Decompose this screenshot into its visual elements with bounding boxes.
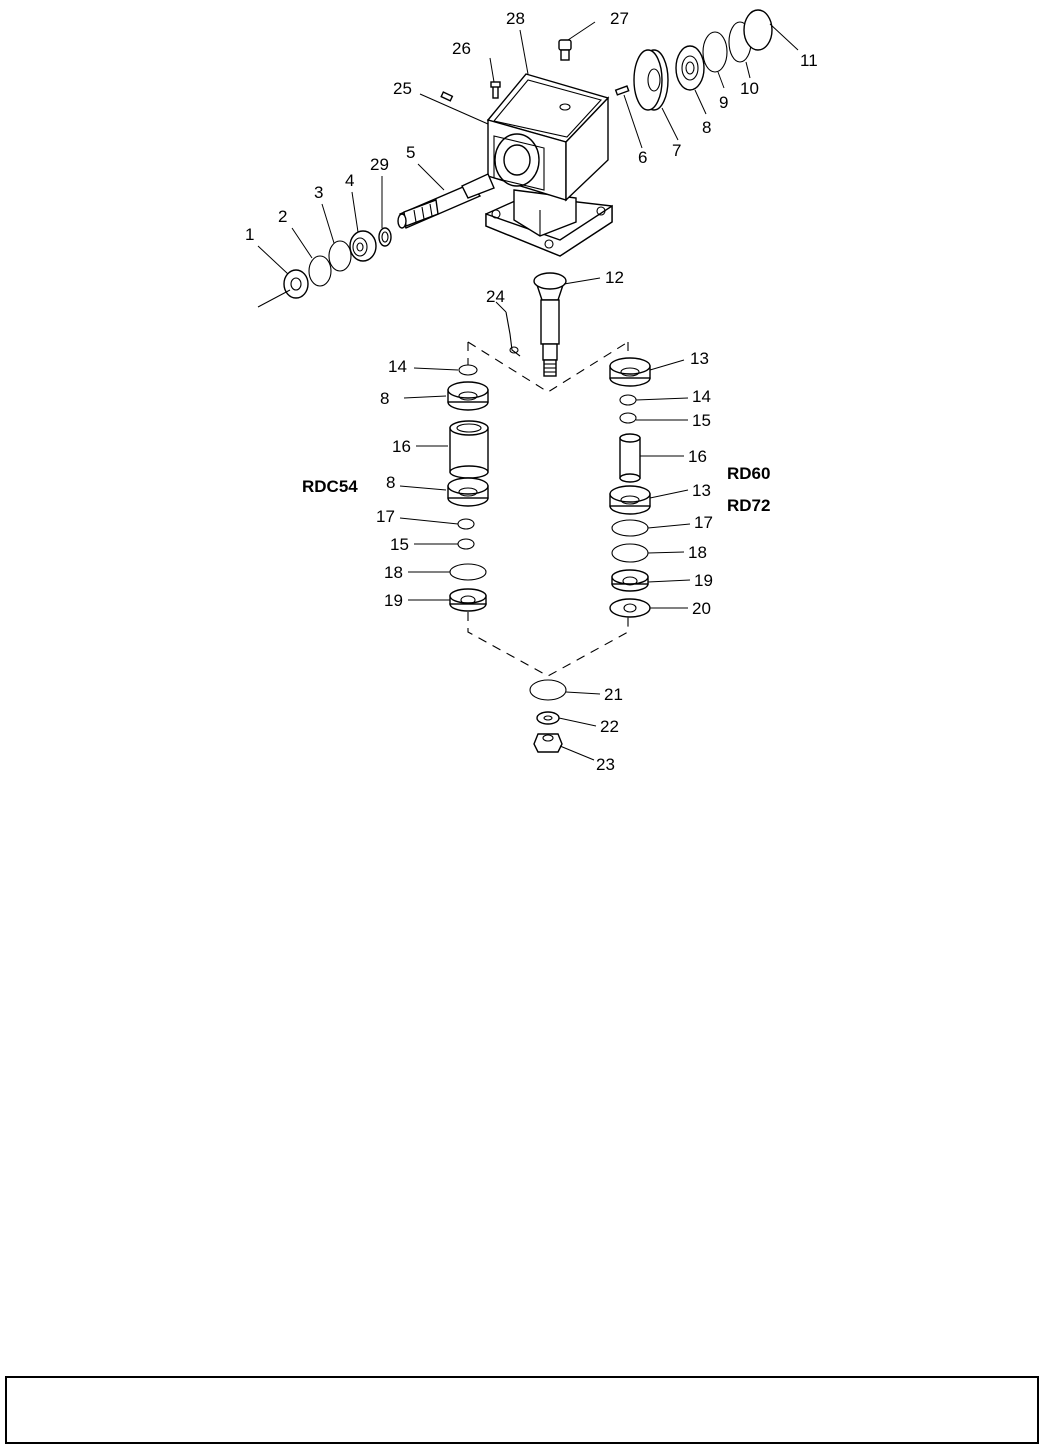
label-part-19-right: 19 bbox=[694, 571, 713, 590]
bottom-fasteners bbox=[530, 680, 566, 752]
label-part-1: 1 bbox=[245, 225, 255, 244]
rdc54-stack bbox=[448, 365, 488, 611]
label-part-14-right: 14 bbox=[692, 387, 711, 406]
footer-box bbox=[5, 1376, 1039, 1444]
label-part-7: 7 bbox=[672, 141, 682, 160]
part-12-pinion-shaft bbox=[534, 273, 566, 376]
rd60-rd72-stack bbox=[610, 358, 650, 617]
assembly-dashed-lines bbox=[468, 342, 628, 676]
input-shaft-assembly bbox=[258, 174, 494, 307]
label-part-9: 9 bbox=[719, 93, 729, 112]
part-24-cotter-pin bbox=[506, 312, 520, 356]
label-part-21: 21 bbox=[604, 685, 623, 704]
label-part-24: 24 bbox=[486, 287, 505, 306]
label-part-26: 26 bbox=[452, 39, 471, 58]
label-part-12: 12 bbox=[605, 268, 624, 287]
label-part-16-right: 16 bbox=[688, 447, 707, 466]
label-part-16-left: 16 bbox=[392, 437, 411, 456]
label-part-3: 3 bbox=[314, 183, 324, 202]
label-part-6: 6 bbox=[638, 148, 648, 167]
label-part-29: 29 bbox=[370, 155, 389, 174]
part-27-breather-plug bbox=[559, 40, 571, 60]
label-part-17-right: 17 bbox=[694, 513, 713, 532]
label-part-10: 10 bbox=[740, 79, 759, 98]
label-part-18-right: 18 bbox=[688, 543, 707, 562]
label-part-11: 11 bbox=[800, 51, 818, 70]
label-part-20: 20 bbox=[692, 599, 711, 618]
label-part-25: 25 bbox=[393, 79, 412, 98]
label-part-13-lower: 13 bbox=[692, 481, 711, 500]
label-part-4: 4 bbox=[345, 171, 355, 190]
label-part-8-top: 8 bbox=[702, 118, 712, 137]
label-part-8-left: 8 bbox=[380, 389, 390, 408]
model-label-rd60: RD60 bbox=[727, 464, 771, 483]
label-part-28: 28 bbox=[506, 9, 525, 28]
part-25-pin bbox=[441, 92, 452, 101]
label-part-22: 22 bbox=[600, 717, 619, 736]
model-label-rdc54: RDC54 bbox=[302, 477, 358, 496]
model-label-rd72: RD72 bbox=[727, 496, 771, 515]
label-part-15-left: 15 bbox=[390, 535, 409, 554]
label-part-8-left-lower: 8 bbox=[386, 473, 396, 492]
label-part-13-top: 13 bbox=[690, 349, 709, 368]
label-part-27: 27 bbox=[610, 9, 629, 28]
label-part-2: 2 bbox=[278, 207, 288, 226]
label-part-15-right: 15 bbox=[692, 411, 711, 430]
label-part-17-left: 17 bbox=[376, 507, 395, 526]
label-part-18-left: 18 bbox=[384, 563, 403, 582]
label-part-19-left: 19 bbox=[384, 591, 403, 610]
label-part-23: 23 bbox=[596, 755, 615, 774]
label-part-14-left: 14 bbox=[388, 357, 407, 376]
gearbox-housing bbox=[486, 74, 612, 256]
part-26-screw bbox=[491, 82, 500, 98]
label-part-5: 5 bbox=[406, 143, 416, 162]
